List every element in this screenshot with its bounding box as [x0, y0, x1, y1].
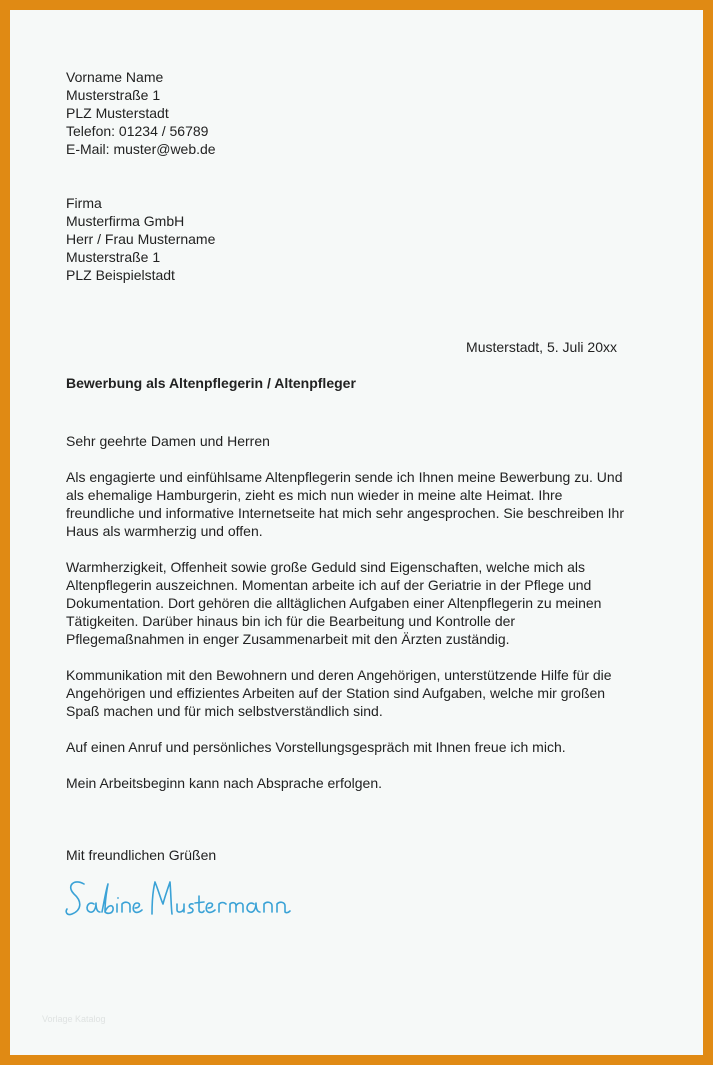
sender-email: E-Mail: muster@web.de	[66, 141, 216, 157]
sender-phone: Telefon: 01234 / 56789	[66, 123, 209, 139]
paragraph-line: Haus als warmherzig und offen.	[66, 523, 263, 539]
sender-street: Musterstraße 1	[66, 87, 161, 103]
body-paragraph-3	[66, 666, 646, 720]
letter-salutation: Sehr geehrte Damen und Herren	[66, 433, 270, 449]
letter-closing: Mit freundlichen Grüßen	[66, 847, 217, 863]
recipient-contact: Herr / Frau Mustername	[66, 231, 216, 247]
recipient-address	[66, 194, 646, 284]
recipient-street: Musterstraße 1	[66, 249, 161, 265]
recipient-company: Musterfirma GmbH	[66, 213, 185, 229]
paragraph-line: Auf einen Anruf und persönliches Vorstellungsgespräch mit Ihnen freue ich mich.	[66, 739, 566, 755]
recipient-city: PLZ Beispielstadt	[66, 267, 175, 283]
body-paragraph-2	[66, 558, 646, 648]
paragraph-line: Tätigkeiten. Darüber hinaus bin ich für die Bearbeitung und Kontrolle der	[66, 613, 516, 629]
paragraph-line: als ehemalige Hamburgerin, zieht es mich nun wieder in meine alte Heimat. Ihre	[66, 487, 563, 503]
body-paragraph-5	[66, 774, 646, 792]
body-paragraph-4	[66, 738, 646, 756]
paragraph-line: Als engagierte und einfühlsame Altenpflegerin sende ich Ihnen meine Bewerbung zu. Und	[66, 469, 623, 485]
paragraph-line: Mein Arbeitsbeginn kann nach Absprache erfolgen.	[66, 775, 382, 791]
body-paragraph-1	[66, 468, 646, 540]
letter-date: Musterstadt, 5. Juli 20xx	[466, 339, 617, 355]
paragraph-line: Spaß machen und für mich selbstverständlich sind.	[66, 703, 383, 719]
paragraph-line: Altenpflegerin auszeichnen. Momentan arbeite ich auf der Geriatrie in der Pflege und	[66, 577, 592, 593]
letter-page	[10, 10, 703, 1055]
recipient-line1: Firma	[66, 195, 102, 211]
paragraph-line: Angehörigen und effizientes Arbeiten auf der Station sind Aufgaben, welche mir großen	[66, 685, 606, 701]
paragraph-line: Kommunikation mit den Bewohnern und deren Angehörigen, unterstützende Hilfe für die	[66, 667, 612, 683]
letter-subject: Bewerbung als Altenpflegerin / Altenpfleger	[66, 375, 356, 391]
paragraph-line: Dokumentation. Dort gehören die alltäglichen Aufgaben einer Altenpflegerin zu meinen	[66, 595, 602, 611]
watermark: Vorlage Katalog	[42, 1014, 106, 1024]
paragraph-line: Warmherzigkeit, Offenheit sowie große Geduld sind Eigenschaften, welche mich als	[66, 559, 586, 575]
paragraph-line: freundliche und informative Internetseite hat mich sehr angesprochen. Sie beschreiben Ihr	[66, 505, 624, 521]
sender-name: Vorname Name	[66, 69, 164, 85]
sender-address	[66, 68, 646, 158]
paragraph-line: Pflegemaßnahmen in enger Zusammenarbeit mit den Ärzten zuständig.	[66, 631, 510, 647]
handwritten-signature	[64, 870, 304, 930]
sender-city: PLZ Musterstadt	[66, 105, 169, 121]
